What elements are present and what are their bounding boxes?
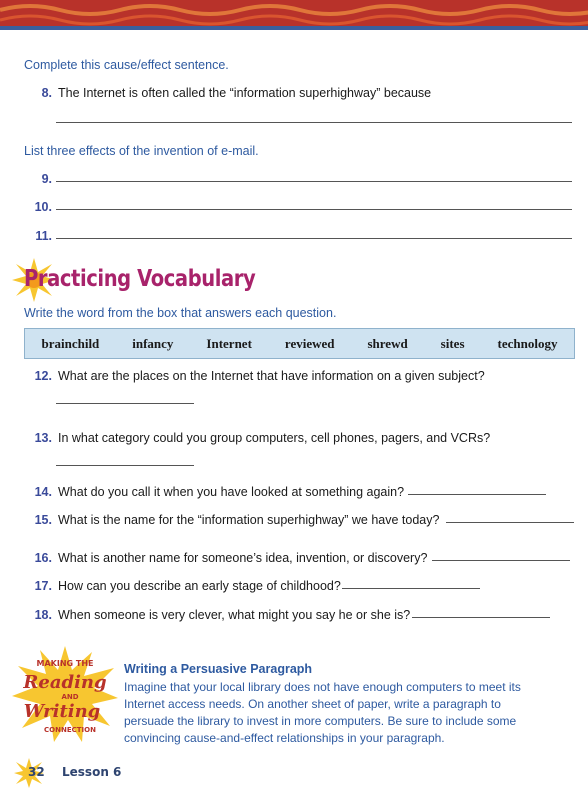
- answer-line-15[interactable]: [446, 522, 574, 523]
- question-number: 9.: [41, 172, 52, 186]
- word-box-item: technology: [497, 335, 558, 351]
- question-13: [24, 431, 490, 445]
- word-box-item: Internet: [206, 335, 252, 351]
- question-text: When someone is very clever, what might you say he or she is?: [58, 608, 411, 622]
- question-number: 11.: [35, 229, 52, 243]
- question-number: 16.: [34, 551, 52, 565]
- effects-instruction: List three effects of the invention of e-mail.: [24, 144, 259, 158]
- question-15: [24, 513, 439, 527]
- word-box: [24, 328, 575, 359]
- word-box-item: sites: [440, 335, 465, 351]
- connection-heading: Writing a Persuasive Paragraph: [124, 662, 313, 676]
- logo-writing-text: Writing: [23, 701, 101, 722]
- question-11: [24, 229, 58, 243]
- logo-and-text: AND: [61, 693, 79, 701]
- question-12: [24, 369, 485, 383]
- answer-line-10[interactable]: [56, 209, 572, 210]
- question-text: The Internet is often called the “information superhighway” because: [58, 86, 432, 100]
- answer-line-16[interactable]: [432, 560, 570, 561]
- question-number: 8.: [41, 86, 52, 100]
- connection-body: Imagine that your local library does not have enough computers to meet its Internet access needs. On another sheet of paper, write a paragraph to persuade the library to invest in more computers. Be sure to include some convincing cause-and-effect relationships in your paragraph.: [124, 680, 521, 745]
- word-box-item: shrewd: [367, 335, 408, 351]
- section-title: Practicing Vocabulary: [24, 266, 256, 292]
- question-10: [24, 200, 58, 214]
- page-number: 32: [28, 765, 45, 779]
- question-8: [24, 86, 431, 100]
- question-9: [24, 172, 58, 186]
- cause-effect-instruction: Complete this cause/effect sentence.: [24, 58, 229, 72]
- question-number: 18.: [34, 608, 52, 622]
- logo-connection-text: CONNECTION: [44, 726, 96, 734]
- question-number: 15.: [34, 513, 52, 527]
- answer-line-8[interactable]: [56, 122, 572, 123]
- answer-line-14[interactable]: [408, 494, 546, 495]
- answer-line-12[interactable]: [56, 403, 194, 404]
- question-number: 17.: [34, 579, 52, 593]
- question-16: [24, 551, 427, 565]
- question-text: What is the name for the “information superhighway” we have today?: [58, 513, 440, 527]
- header-wave-band: [0, 0, 588, 30]
- question-text: What is another name for someone’s idea, invention, or discovery?: [58, 551, 428, 565]
- question-text: How can you describe an early stage of childhood?: [58, 579, 341, 593]
- logo-reading-text: Reading: [23, 672, 107, 693]
- question-text: What do you call it when you have looked at something again?: [58, 485, 405, 499]
- logo-making-text: MAKING THE: [36, 659, 94, 668]
- word-box-item: infancy: [132, 335, 174, 351]
- vocab-instruction: Write the word from the box that answers each question.: [24, 306, 337, 320]
- question-number: 12.: [34, 369, 52, 383]
- question-text: What are the places on the Internet that have information on a given subject?: [58, 369, 485, 383]
- question-number: 13.: [34, 431, 52, 445]
- question-number: 10.: [34, 200, 52, 214]
- answer-line-11[interactable]: [56, 238, 572, 239]
- answer-line-13[interactable]: [56, 465, 194, 466]
- question-14: [24, 485, 404, 499]
- answer-line-18[interactable]: [412, 617, 550, 618]
- question-text: In what category could you group computers, cell phones, pagers, and VCRs?: [58, 431, 491, 445]
- lesson-label: Lesson 6: [62, 765, 122, 779]
- question-17: [24, 579, 341, 593]
- answer-line-17[interactable]: [342, 588, 480, 589]
- answer-line-9[interactable]: [56, 181, 572, 182]
- question-number: 14.: [34, 485, 52, 499]
- word-box-item: brainchild: [41, 335, 100, 351]
- word-box-item: reviewed: [284, 335, 335, 351]
- question-18: [24, 608, 410, 622]
- reading-writing-connection-logo: [10, 644, 120, 744]
